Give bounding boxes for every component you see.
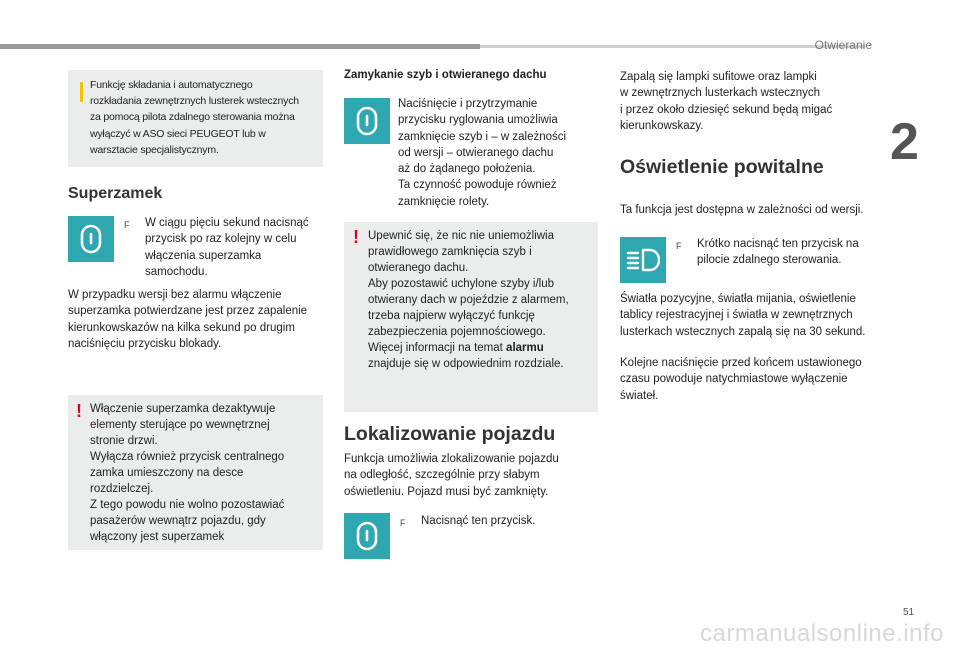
bullet-marker: F	[124, 220, 130, 230]
windows-roof-text: Naciśnięcie i przytrzymanie przycisku ryglowania umożliwia zamknięcie szyb i – w zależności od wersji – otwieranego dachu aż do żądanego położenia. Ta czynność powoduje również zamknięcie rolety.	[398, 98, 567, 208]
superzamek-heading: Superzamek	[68, 185, 163, 202]
welcome-lighting-instruction: Krótko nacisnąć ten przycisk na pilocie zdalnego sterowania.	[697, 238, 859, 267]
vehicle-location-paragraph: Funkcja umożliwia zlokalizowanie pojazdu na odległość, szczególnie przy słabym oświetleniu. Pojazd musi być zamknięty.	[344, 453, 559, 498]
header-rule-dark	[0, 44, 480, 49]
warning-text-part1: Upewnić się, że nic nie uniemożliwia prawidłowego zamknięcia szyb i otwieranego dachu. Aby pozostawić uchylone szyby i/lub otwierany dach w pojeździe z alarmem, trzeba najpierw wyłączyć funkcję zabezpieczenia pojemnościowego. Więcej informacji na temat	[368, 230, 569, 354]
lock-icon	[344, 513, 390, 559]
welcome-lighting-availability: Ta funkcja jest dostępna w zależności od wersji.	[620, 204, 864, 216]
warning-icon: !	[76, 401, 82, 421]
lights-intro-paragraph: Zapalą się lampki sufitowe oraz lampki w zewnętrznych lusterkach wstecznych i przez około dziesięć sekund będą migać kierunkowskazy.	[620, 71, 833, 132]
vehicle-location-heading: Lokalizowanie pojazdu	[344, 423, 556, 445]
welcome-lighting-paragraph-2: Kolejne naciśnięcie przed końcem ustawionego czasu powoduje natychmiastowe wyłączenie świateł.	[620, 357, 862, 402]
warning-icon: !	[353, 227, 359, 247]
windows-roof-heading: Zamykanie szyb i otwieranego dachu	[344, 69, 547, 81]
info-note-box	[68, 70, 323, 167]
headlight-icon	[620, 237, 666, 283]
warning-text-part2: znajduje się w odpowiednim rozdziale.	[368, 358, 564, 370]
section-title: Otwieranie	[814, 38, 872, 52]
bullet-marker: F	[676, 241, 682, 251]
warning-text: Włączenie superzamka dezaktywuje elementy sterujące po wewnętrznej stronie drzwi. Wyłącza również przycisk centralnego zamka umieszczony na desce rozdzielczej. Z tego powodu nie wolno pozostawiać pasażerów wewnątrz pojazdu, gdy włączony jest superzamek	[90, 403, 285, 543]
alarm-keyword: alarmu	[506, 342, 544, 354]
welcome-lighting-paragraph: Światła pozycyjne, światła mijania, oświetlenie tablicy rejestracyjnej i światła w zewnętrznych lusterkach wstecznych zapalą się na 30 sekund.	[620, 293, 866, 338]
superzamek-paragraph: W przypadku wersji bez alarmu włączenie superzamka potwierdzane jest przez zapalenie kierunkowskazów na kilka sekund po drugim naciśnięciu przycisku blokady.	[68, 289, 308, 350]
header-rule-light	[480, 45, 865, 48]
info-icon	[80, 82, 83, 102]
watermark: carmanualsonline.info	[700, 620, 944, 647]
page-number: 51	[903, 607, 915, 618]
warning-text	[368, 228, 596, 372]
info-note-text: Funkcję składania i automatycznego rozkładania zewnętrznych lusterek wstecznych za pomocą pilota zdalnego sterowania można wyłączyć w ASO sieci PEUGEOT lub w warsztacie specjalistycznym.	[90, 79, 299, 156]
bullet-marker: F	[400, 518, 406, 528]
superzamek-instruction: W ciągu pięciu sekund nacisnąć przycisk po raz kolejny w celu włączenia superzamka samochodu.	[145, 217, 309, 278]
vehicle-location-instruction: Nacisnąć ten przycisk.	[421, 515, 536, 527]
warning-box	[344, 222, 598, 412]
lock-icon	[68, 216, 114, 262]
welcome-lighting-heading: Oświetlenie powitalne	[620, 156, 824, 178]
chapter-number: 2	[890, 113, 919, 171]
lock-icon	[344, 98, 390, 144]
warning-box	[68, 395, 323, 550]
